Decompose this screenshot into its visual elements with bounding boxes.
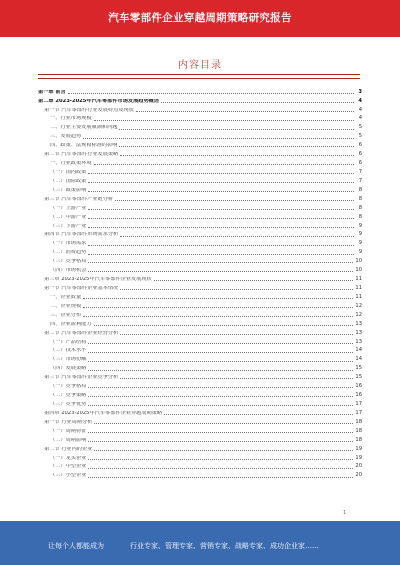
toc-entry[interactable]: [38, 452, 362, 461]
toc-entry[interactable]: [38, 131, 362, 140]
toc-leader-dots: [164, 414, 353, 415]
toc-entry-title: （二）消费趋势: [50, 250, 87, 256]
toc-leader-dots: [88, 396, 353, 397]
toc-entry-title: 第三节 汽车零部件企业竞争分析: [44, 375, 119, 381]
footer-banner: [0, 521, 400, 565]
toc-entry[interactable]: [38, 247, 362, 256]
toc-entry-title: 第四节 汽车零部件市场需求分析: [44, 232, 119, 238]
toc-entry-title: （二）中型企业: [50, 464, 87, 470]
toc-entry-title: （三）市场份额: [50, 357, 87, 363]
toc-entry-title: （三）小型企业: [50, 473, 87, 479]
toc-entry[interactable]: [38, 318, 362, 327]
toc-entry[interactable]: [38, 202, 362, 211]
toc-entry-title: 第四章 2023-2025年汽车零部件企业穿越周期策略: [44, 410, 163, 416]
toc-leader-dots: [88, 209, 354, 210]
toc-entry-title: 第二章 2023-2025年汽车零部件市场发展趋势概述: [38, 98, 160, 104]
toc-leader-dots: [88, 468, 353, 469]
toc-entry-page: 6: [358, 142, 362, 149]
toc-entry-page: 9: [358, 222, 362, 229]
toc-entry-page: 13: [355, 320, 362, 327]
toc-entry-page: 9: [358, 249, 362, 256]
toc-entry[interactable]: [38, 345, 362, 354]
toc-leader-dots: [88, 405, 353, 406]
toc-second-rule: [38, 78, 360, 79]
toc-leader-dots: [88, 218, 354, 219]
toc-entry[interactable]: [38, 95, 362, 104]
toc-leader-dots: [88, 173, 354, 174]
toc-entry-title: （二）周期影响: [50, 437, 87, 443]
toc-entry-title: （二）国际政策: [50, 178, 87, 184]
toc-entry-title: （一）龙头企业: [50, 455, 87, 461]
toc-entry-page: 17: [355, 409, 362, 416]
toc-leader-dots: [88, 441, 353, 442]
toc-entry-page: 11: [355, 285, 362, 291]
toc-entry[interactable]: [38, 389, 362, 398]
toc-entry[interactable]: [38, 425, 362, 434]
toc-entry-title: 第二节 行业内的企业: [44, 446, 93, 452]
toc-leader-dots: [88, 370, 353, 371]
toc-entry-title: 第一节 汽车零部件行业发展特点及现状: [44, 107, 134, 113]
toc-entry-title: （一）市场需求: [50, 241, 87, 247]
toc-entry[interactable]: [38, 256, 362, 265]
toc-leader-dots: [119, 146, 354, 147]
toc-entry-page: 8: [358, 213, 362, 220]
toc-entry-title: 第二节 汽车零部件行业发展策略: [44, 152, 119, 158]
toc-entry-page: 15: [355, 365, 362, 372]
toc-entry[interactable]: [38, 461, 362, 470]
toc-entry-title: 一、行业市场规模: [50, 116, 92, 122]
toc-entry[interactable]: [38, 407, 362, 416]
toc-entry[interactable]: [38, 363, 362, 372]
toc-entry-title: （二）技术水平: [50, 348, 87, 354]
toc-entry[interactable]: [38, 86, 362, 95]
toc-entry[interactable]: [38, 273, 362, 282]
toc-entry-page: 8: [358, 195, 362, 202]
toc-entry-title: 三、企业分布: [50, 312, 82, 318]
toc-leader-dots: [120, 236, 354, 237]
toc-entry[interactable]: [38, 148, 362, 157]
toc-leader-dots: [88, 191, 354, 192]
toc-leader-dots: [88, 477, 353, 478]
toc-entry-page: 6: [358, 160, 362, 167]
toc-entry-title: 第三章 2023-2025年汽车零部件企业发展现状: [44, 277, 152, 283]
toc-leader-dots: [88, 271, 353, 272]
toc-entry-page: 15: [355, 374, 362, 381]
toc-leader-dots: [88, 262, 353, 263]
toc-entry[interactable]: [38, 354, 362, 363]
toc-entry-page: 11: [355, 293, 362, 300]
toc-entry[interactable]: [38, 398, 362, 407]
toc-entry[interactable]: [38, 220, 362, 229]
toc-entry-title: 第一节 汽车零部件企业基本情况: [44, 286, 119, 291]
toc-entry-page: 7: [358, 177, 362, 184]
toc-leader-dots: [83, 298, 353, 299]
toc-top-rule: [38, 74, 360, 75]
toc-entry-page: 8: [358, 204, 362, 211]
toc-entry[interactable]: [38, 300, 362, 309]
toc-entry-page: 18: [355, 427, 362, 434]
toc-entry-page: 20: [355, 472, 362, 479]
toc-entry[interactable]: [38, 229, 362, 238]
toc-entry[interactable]: [38, 380, 362, 389]
toc-entry[interactable]: [38, 122, 362, 131]
toc-leader-dots: [88, 361, 353, 362]
toc-entry-title: （一）产品结构: [50, 339, 87, 345]
toc-leader-dots: [68, 93, 354, 94]
toc-leader-dots: [161, 102, 354, 103]
toc-leader-dots: [120, 155, 354, 156]
toc-entry-page: 9: [358, 231, 362, 238]
toc-entry-page: 20: [355, 463, 362, 470]
toc-leader-dots: [94, 423, 353, 424]
toc-leader-dots: [119, 129, 354, 130]
toc-entry-page: 5: [358, 124, 362, 131]
toc-entry-page: 4: [358, 97, 362, 104]
footer-tagline: 行业专家、管理专家、营销专家、战略专家、成功企业家……: [130, 542, 319, 550]
toc-leader-dots: [94, 164, 354, 165]
toc-entry-page: 7: [358, 169, 362, 176]
toc-entry-page: 14: [355, 356, 362, 363]
toc-entry-page: 13: [355, 338, 362, 345]
toc-leader-dots: [83, 138, 354, 139]
toc-entry-title: 四、企业盈利能力: [50, 321, 92, 327]
toc-entry-title: 二、企业规模: [50, 303, 82, 309]
toc-entry[interactable]: [38, 416, 362, 425]
toc-entry[interactable]: [38, 104, 362, 113]
toc-heading: 内容目录: [178, 60, 222, 71]
page-number: 1: [343, 510, 347, 516]
toc-leader-dots: [88, 387, 353, 388]
toc-entry[interactable]: [38, 470, 362, 479]
toc-leader-dots: [120, 334, 353, 335]
toc-entry-page: 4: [358, 106, 362, 113]
toc-entry[interactable]: [38, 264, 362, 273]
toc-entry-page: 3: [358, 88, 362, 95]
toc-entry[interactable]: [38, 166, 362, 175]
toc-leader-dots: [94, 325, 354, 326]
toc-entry-page: 11: [355, 276, 362, 283]
toc-entry-title: 第三节 汽车零部件产业链分析: [44, 196, 114, 202]
toc-entry-title: 第二节 汽车零部件企业经营分析: [44, 330, 119, 336]
toc-leader-dots: [154, 280, 354, 281]
toc-entry-page: 19: [355, 445, 362, 452]
toc-leader-dots: [120, 378, 353, 379]
toc-entry-page: 13: [355, 329, 362, 336]
toc-entry-title: （一）上游产业: [50, 205, 87, 211]
report-title: 汽车零部件企业穿越周期策略研究报告: [108, 12, 292, 24]
toc-entry-title: 第一章 前言: [38, 89, 66, 95]
toc-entry[interactable]: [38, 336, 362, 345]
toc-entry-title: （一）周期特征: [50, 428, 87, 434]
footer-slogan: 让每个人都能成为: [48, 542, 104, 550]
toc-entry-title: （一）国内政策: [50, 170, 87, 176]
toc-leader-dots: [136, 111, 354, 112]
toc-entry-title: 一、企业数量: [50, 294, 82, 300]
toc-leader-dots: [88, 459, 353, 460]
toc-leader-dots: [88, 245, 354, 246]
toc-entry[interactable]: [38, 184, 362, 193]
toc-entry[interactable]: [38, 140, 362, 149]
toc-entry-page: 14: [355, 347, 362, 354]
toc-entry[interactable]: [38, 113, 362, 122]
toc-entry[interactable]: [38, 282, 362, 291]
toc-leader-dots: [94, 120, 354, 121]
toc-entry-page: 6: [358, 151, 362, 158]
table-of-contents: [38, 86, 362, 479]
toc-entry-title: （三）竞争格局: [50, 259, 87, 265]
toc-entry-page: 12: [355, 311, 362, 318]
toc-entry[interactable]: [38, 372, 362, 381]
toc-entry-title: （一）竞争格局: [50, 384, 87, 390]
toc-entry[interactable]: [38, 238, 362, 247]
toc-entry-title: （二）中游产业: [50, 214, 87, 220]
toc-entry-title: （三）竞争优势: [50, 401, 87, 407]
toc-entry-title: （三）下游产业: [50, 223, 87, 229]
toc-entry-page: 10: [355, 258, 362, 265]
toc-entry[interactable]: [38, 309, 362, 318]
toc-leader-dots: [94, 450, 353, 451]
toc-leader-dots: [88, 254, 354, 255]
toc-leader-dots: [120, 289, 353, 290]
toc-entry[interactable]: [38, 434, 362, 443]
toc-leader-dots: [83, 316, 353, 317]
toc-entry-title: 四、政策、法规和标准的影响: [50, 143, 118, 149]
toc-entry-page: 5: [358, 133, 362, 140]
toc-entry[interactable]: [38, 175, 362, 184]
toc-leader-dots: [88, 182, 354, 183]
toc-entry-page: 17: [355, 400, 362, 407]
header-banner: [0, 0, 400, 37]
toc-entry[interactable]: [38, 157, 362, 166]
toc-entry-title: 二、行业主要发展瓶颈和问题: [50, 125, 118, 131]
toc-entry-title: （四）发展策略: [50, 366, 87, 372]
toc-entry-page: 4: [358, 115, 362, 122]
toc-entry[interactable]: [38, 291, 362, 300]
toc-entry-page: 16: [355, 383, 362, 390]
toc-entry-title: 第一节 行业周期分析: [44, 419, 93, 425]
toc-entry-title: （四）市场机会: [50, 268, 87, 274]
toc-entry-title: 三、发展趋势: [50, 134, 82, 140]
toc-entry[interactable]: [38, 193, 362, 202]
toc-entry[interactable]: [38, 211, 362, 220]
toc-leader-dots: [83, 307, 353, 308]
toc-entry-page: 9: [358, 240, 362, 247]
toc-leader-dots: [88, 343, 353, 344]
toc-entry-title: 一、行业政策环境: [50, 161, 92, 167]
toc-leader-dots: [115, 200, 354, 201]
toc-entry[interactable]: [38, 327, 362, 336]
toc-leader-dots: [88, 432, 353, 433]
toc-entry-page: 10: [355, 267, 362, 274]
toc-entry-page: 16: [355, 392, 362, 399]
toc-leader-dots: [88, 352, 353, 353]
toc-entry-page: 19: [355, 454, 362, 461]
toc-entry-page: 12: [355, 302, 362, 309]
toc-entry-title: （三）政策影响: [50, 187, 87, 193]
toc-entry-title: （二）竞争策略: [50, 393, 87, 399]
toc-entry[interactable]: [38, 443, 362, 452]
toc-entry-page: 18: [355, 436, 362, 443]
toc-entry-page: 18: [355, 418, 362, 425]
toc-entry-page: 8: [358, 186, 362, 193]
toc-leader-dots: [88, 227, 354, 228]
